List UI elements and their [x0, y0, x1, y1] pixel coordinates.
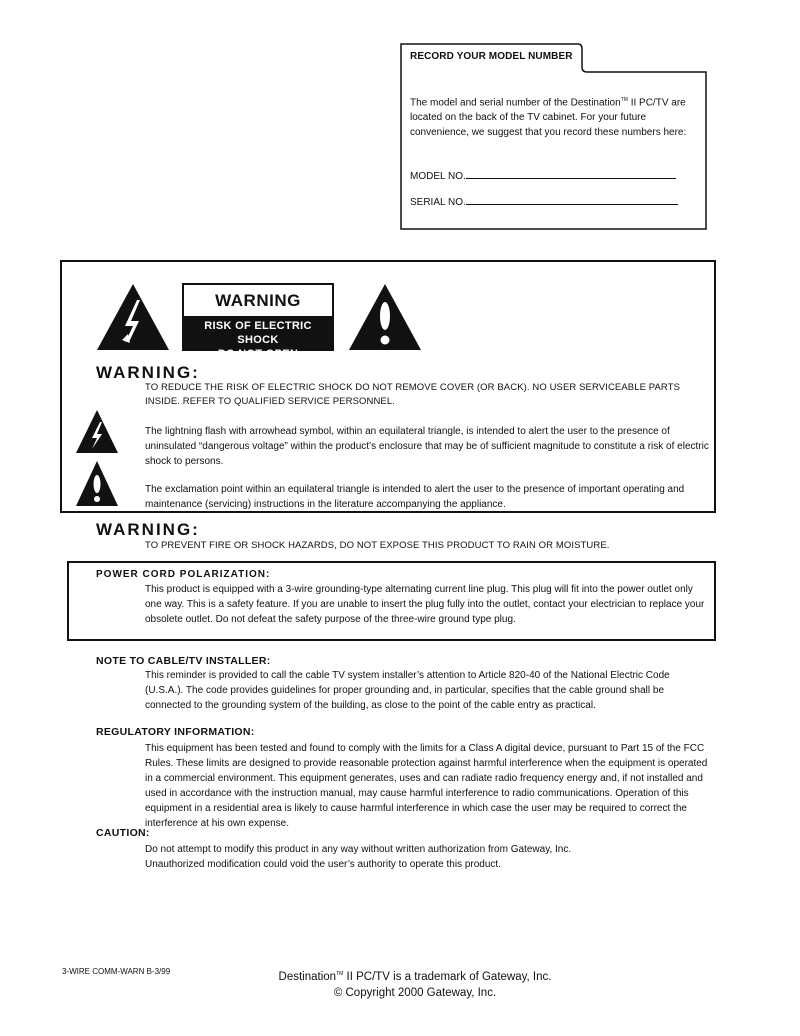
- warning-text-2: TO PREVENT FIRE OR SHOCK HAZARDS, DO NOT EXPOSE THIS PRODUCT TO RAIN OR MOISTURE.: [145, 540, 610, 551]
- exclamation-triangle-icon: [75, 460, 119, 507]
- record-title: RECORD YOUR MODEL NUMBER: [410, 51, 573, 62]
- document-code: 3-WIRE COMM-WARN B-3/99: [62, 967, 171, 976]
- copyright-notice: © Copyright 2000 Gateway, Inc.: [333, 986, 497, 999]
- exclamation-warning-icon: [347, 282, 423, 352]
- warning-label-body: RISK OF ELECTRIC SHOCK DO NOT OPEN: [184, 316, 332, 349]
- record-model-box: [400, 43, 708, 230]
- warning-text-1: TO REDUCE THE RISK OF ELECTRIC SHOCK DO NOT REMOVE COVER (OR BACK). NO USER SERVICEABLE PARTS INSIDE. REFER TO QUALIFIED SERVICE PERSONNEL.: [145, 382, 681, 407]
- electric-shock-warning-icon: [95, 282, 171, 352]
- record-description: The model and serial number of the Destination™ II PC/TV are located on the back of the TV cabinet. For your future convenience, we suggest that you record these numbers here:: [410, 97, 687, 139]
- warning-label-title: WARNING: [184, 285, 332, 316]
- warning-label: [182, 283, 334, 360]
- model-number-field[interactable]: MODEL NO.: [410, 169, 676, 182]
- caution-heading: CAUTION:: [96, 827, 150, 839]
- serial-number-field[interactable]: SERIAL NO.: [410, 195, 678, 208]
- warning-heading-2: WARNING:: [96, 520, 200, 539]
- exclamation-explanation: The exclamation point within an equilateral triangle is intended to alert the user to the presence of important operating and maintenance (servicing) instructions in the literature accompanying the appliance.: [145, 484, 685, 510]
- caution-text: Do not attempt to modify this product in any way without written authorization from Gateway, Inc. Unauthorized modification could void the user’s authority to operate this product.: [145, 844, 572, 870]
- trademark-notice: Destination™ II PC/TV is a trademark of Gateway, Inc. © Copyright 2000 Gateway, Inc.: [250, 966, 580, 1001]
- power-cord-text: This product is equipped with a 3-wire grounding-type alternating current line plug. This plug will fit into the power outlet only one way. This is a safety feature. If you are unable to insert the plug fully into the outlet, contact your electrician to replace your obsolete outlet. Do not defeat the safety purpose of the three-wire ground type plug.: [145, 584, 705, 625]
- regulatory-text: This equipment has been tested and found to comply with the limits for a Class A digital device, pursuant to Part 15 of the FCC Rules. These limits are designed to provide reasonable protection against harmful interference when the equipment is operated in a commercial environment. This equipment generates, uses and can radiate radio frequency energy and, if not installed and used in accordance with the instruction manual, may cause harmful interference to radio communications. Operation of this equipment in a residential area is likely to cause harmful interference in which case the user may be required to correct the interference at his own expense.: [145, 743, 708, 829]
- power-cord-heading: POWER CORD POLARIZATION:: [96, 569, 271, 580]
- regulatory-heading: REGULATORY INFORMATION:: [96, 726, 255, 738]
- cable-installer-text: This reminder is provided to call the cable TV system installer’s attention to Article 820-40 of the National Electric Code (U.S.A.). The code provides guidelines for proper grounding and, in particular, specifies that the cable ground shall be connected to the grounding system of the building, as close to the point of the cable entry as practical.: [145, 670, 670, 711]
- lightning-triangle-icon: [75, 409, 119, 454]
- cable-installer-heading: NOTE TO CABLE/TV INSTALLER:: [96, 655, 271, 667]
- lightning-explanation: The lightning flash with arrowhead symbol, within an equilateral triangle, is intended to alert the user to the presence of uninsulated “dangerous voltage” within the product’s enclosure that may be of sufficient magnitude to constitute a risk of electric shock to persons.: [145, 426, 709, 467]
- warning-heading-1: WARNING:: [96, 363, 200, 382]
